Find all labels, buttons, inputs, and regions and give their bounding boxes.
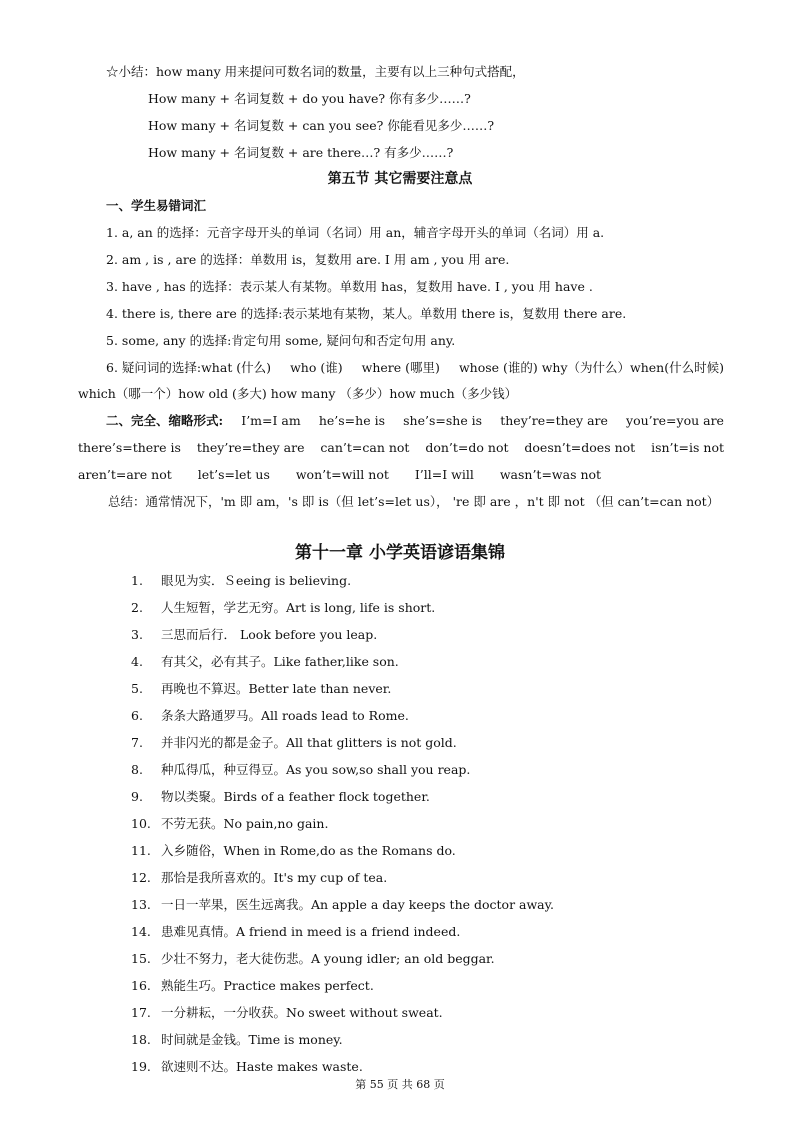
section-title: 第五节 其它需要注意点 (327, 171, 473, 187)
proverb-number: 19. (131, 1059, 151, 1074)
proverb-number: 14. (131, 924, 151, 939)
contraction: there’s=there is (78, 440, 181, 455)
proverb-number: 11. (131, 843, 151, 858)
proverb-text: 眼见为实．Ｓeeing is believing. (161, 573, 352, 588)
contractions-line (78, 467, 623, 483)
proverb-number: 4. (131, 654, 143, 669)
proverb-number: 5. (131, 681, 143, 696)
contraction: I’m=I am (241, 413, 301, 428)
proverb-item (131, 708, 409, 724)
vocab-item-6-part: where (哪里) (361, 360, 440, 375)
contraction: wasn’t=was not (499, 467, 602, 482)
proverb-text: 条条大路通罗马。All roads lead to Rome. (161, 708, 409, 723)
contraction: he’s=he is (318, 413, 385, 428)
proverb-item (131, 600, 435, 616)
formula-line: How many + 名词复数 + are there…? 有多少……? (148, 145, 454, 160)
formula-line: How many + 名词复数 + do you have? 你有多少……? (148, 91, 471, 106)
proverb-item (131, 681, 391, 697)
contraction: they’re=they are (500, 413, 608, 428)
proverb-item (131, 843, 456, 859)
proverb-item (131, 924, 460, 940)
vocab-heading: 一、学生易错词汇 (106, 198, 207, 213)
proverb-text: 不劳无获。No pain,no gain. (161, 816, 329, 831)
proverb-number: 13. (131, 897, 151, 912)
proverb-item (131, 1005, 443, 1021)
vocab-item: 3. have , has 的选择：表示某人有某物。单数用 has，复数用 have. I , you 用 have . (106, 279, 593, 294)
proverb-text: 熟能生巧。Practice makes perfect. (161, 978, 374, 993)
formula-line: How many + 名词复数 + can you see? 你能看见多少……? (148, 118, 495, 133)
vocab-item: 5. some, any 的选择:肯定句用 some, 疑问句和否定句用 any. (106, 333, 456, 348)
vocab-item: 4. there is, there are 的选择:表示某地有某物，某人。单数用 there is，复数用 there are. (106, 306, 627, 321)
proverb-text: 一日一苹果，医生远离我。An apple a day keeps the doctor away. (161, 897, 554, 912)
proverb-item (131, 1059, 363, 1075)
contraction: she’s=she is (403, 413, 483, 428)
proverb-text: 有其父，必有其子。Like father,like son. (161, 654, 399, 669)
contractions-line (78, 440, 724, 456)
proverb-text: 人生短暂，学艺无穷。Art is long, life is short. (161, 600, 436, 615)
proverb-number: 16. (131, 978, 151, 993)
vocab-item-6-part: who (谁) (290, 360, 343, 375)
contraction: can’t=can not (320, 440, 410, 455)
vocab-item: 1. a, an 的选择：元音字母开头的单词（名词）用 an，辅音字母开头的单词（名词）用 a. (106, 225, 605, 240)
proverb-number: 9. (131, 789, 143, 804)
proverb-number: 17. (131, 1005, 151, 1020)
contraction: you’re=you are (626, 413, 724, 428)
proverb-text: 少壮不努力，老大徒伤悲。A young idler; an old beggar. (161, 951, 495, 966)
chapter-title: 第十一章 小学英语谚语集锦 (295, 543, 505, 563)
proverb-text: 种瓜得瓜，种豆得豆。As you sow,so shall you reap. (161, 762, 471, 777)
proverb-text: 欲速则不达。Haste makes waste. (161, 1059, 363, 1074)
contraction: they’re=they are (196, 440, 305, 455)
contractions-conclusion: 总结：通常情况下，'m 即 am，'s 即 is（但 let’s=let us）， 're 即 are ，n't 即 not （但 can’t=can not） (108, 494, 720, 509)
contraction: aren’t=are not (78, 467, 172, 482)
contraction: doesn’t=does not (524, 440, 636, 455)
proverb-number: 18. (131, 1032, 151, 1047)
proverb-text: 那恰是我所喜欢的。It's my cup of tea. (161, 870, 388, 885)
summary-text: ☆小结：how many 用来提问可数名词的数量，主要有以上三种句式搭配， (106, 64, 525, 79)
proverb-item (131, 951, 495, 967)
proverb-text: 时间就是金钱。Time is money. (161, 1032, 343, 1047)
proverb-item (131, 573, 351, 589)
contractions-line (106, 413, 724, 429)
proverb-item (131, 654, 399, 670)
proverb-text: 入乡随俗，When in Rome,do as the Romans do. (161, 843, 456, 858)
proverb-number: 8. (131, 762, 143, 777)
proverb-item (131, 1032, 343, 1048)
proverb-number: 1. (131, 573, 143, 588)
proverb-number: 12. (131, 870, 151, 885)
page-footer: 第 55 页 共 68 页 (355, 1078, 445, 1091)
proverb-item (131, 816, 328, 832)
contraction: don’t=do not (425, 440, 509, 455)
vocab-item-6-continued: which（哪一个）how old (多大) how many （多少）how much（多少钱） (78, 386, 518, 401)
contraction: I’ll=I will (414, 467, 474, 482)
proverb-number: 10. (131, 816, 151, 831)
proverb-item (131, 897, 554, 913)
contraction: let’s=let us (197, 467, 270, 482)
proverb-text: 三思而后行． Look before you leap. (161, 627, 378, 642)
proverb-text: 物以类聚。Birds of a feather flock together. (161, 789, 430, 804)
proverb-item (131, 870, 387, 886)
proverb-text: 患难见真情。A friend in meed is a friend indeed. (161, 924, 461, 939)
proverb-text: 一分耕耘，一分收获。No sweet without sweat. (161, 1005, 443, 1020)
contraction: isn’t=is not (651, 440, 724, 455)
proverb-number: 15. (131, 951, 151, 966)
proverb-number: 6. (131, 708, 143, 723)
vocab-item-6 (106, 360, 724, 376)
contraction: won’t=will not (295, 467, 389, 482)
vocab-item-6-part: 6. 疑问词的选择:what (什么) (106, 360, 272, 375)
proverb-number: 2. (131, 600, 143, 615)
proverb-number: 3. (131, 627, 143, 642)
proverb-text: 再晚也不算迟。Better late than never. (161, 681, 392, 696)
contractions-heading: 二、完全、缩略形式: (106, 413, 224, 428)
proverb-item (131, 762, 470, 778)
proverb-item (131, 735, 457, 751)
proverb-text: 并非闪光的都是金子。All that glitters is not gold. (161, 735, 457, 750)
proverb-item (131, 627, 377, 643)
vocab-item: 2. am , is , are 的选择：单数用 is，复数用 are. I 用 am , you 用 are. (106, 252, 510, 267)
proverb-item (131, 978, 374, 994)
vocab-item-6-part: whose (谁的) why（为什么）when(什么时候) (458, 360, 724, 375)
proverb-number: 7. (131, 735, 143, 750)
proverb-item (131, 789, 430, 805)
